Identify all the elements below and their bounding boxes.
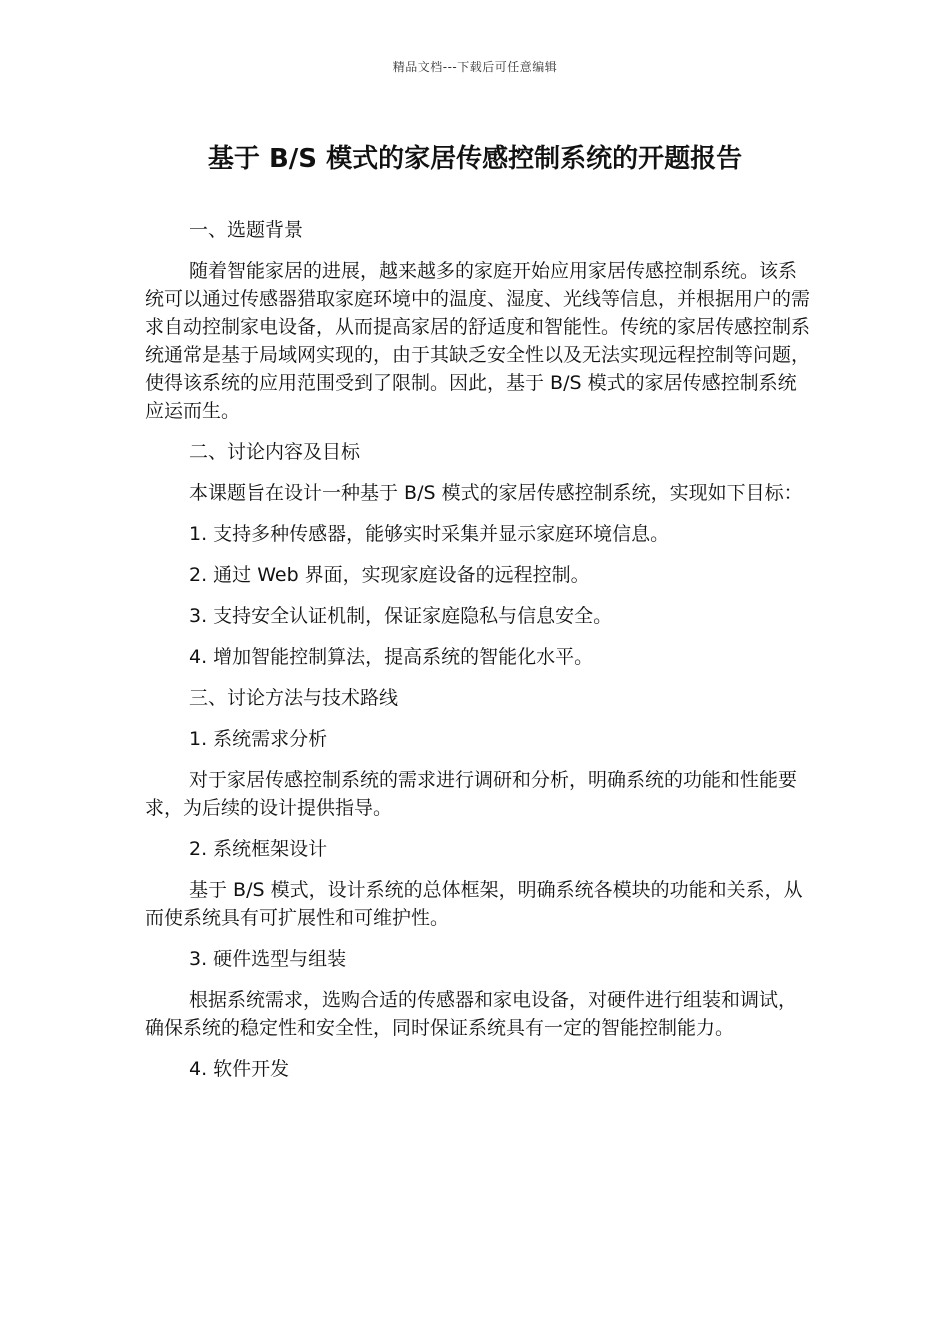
method-paragraph-3: 根据系统需求，选购合适的传感器和家电设备，对硬件进行组装和调试，确保系统的稳定性和安全性，同时保证系统具有一定的智能控制能力。: [145, 989, 798, 1039]
paragraph-background: 随着智能家居的进展，越来越多的家庭开始应用家居传感控制系统。该系统可以通过传感器猎取家庭环境中的温度、湿度、光线等信息，并根据用户的需求自动控制家电设备，从而提高家居的舒适度和智能性。传统的家居传感控制系统通常是基于局域网实现的，由于其缺乏安全性以及无法实现远程控制等问题，使得该系统的应用范围受到了限制。因此，基于 B/S 模式的家居传感控制系统应运而生。: [145, 260, 811, 422]
section-heading-background: 一、选题背景: [189, 219, 304, 241]
goal-item-3: 3. 支持安全认证机制，保证家庭隐私与信息安全。: [189, 605, 613, 627]
section-heading-methods: 三、讨论方法与技术路线: [189, 687, 399, 709]
section-heading-goals: 二、讨论内容及目标: [189, 441, 361, 463]
goal-item-2: 2. 通过 Web 界面，实现家庭设备的远程控制。: [189, 564, 590, 586]
method-subheading-4: 4. 软件开发: [189, 1058, 290, 1080]
method-paragraph-2: 基于 B/S 模式，设计系统的总体框架，明确系统各模块的功能和关系，从而使系统具有可扩展性和可维护性。: [145, 879, 803, 929]
method-paragraph-1: 对于家居传感控制系统的需求进行调研和分析，明确系统的功能和性能要求，为后续的设计提供指导。: [145, 769, 798, 819]
goal-item-4: 4. 增加智能控制算法，提高系统的智能化水平。: [189, 646, 594, 668]
method-subheading-1: 1. 系统需求分析: [189, 728, 328, 750]
document-title: 基于 B/S 模式的家居传感控制系统的开题报告: [207, 144, 743, 174]
method-subheading-2: 2. 系统框架设计: [189, 838, 328, 860]
goal-item-1: 1. 支持多种传感器，能够实时采集并显示家庭环境信息。: [189, 523, 670, 545]
paragraph-goals-intro: 本课题旨在设计一种基于 B/S 模式的家居传感控制系统，实现如下目标：: [189, 482, 803, 504]
document-body: [145, 216, 810, 1096]
method-subheading-3: 3. 硬件选型与组装: [189, 948, 347, 970]
page-header-note: 精品文档---下载后可任意编辑: [392, 60, 558, 74]
